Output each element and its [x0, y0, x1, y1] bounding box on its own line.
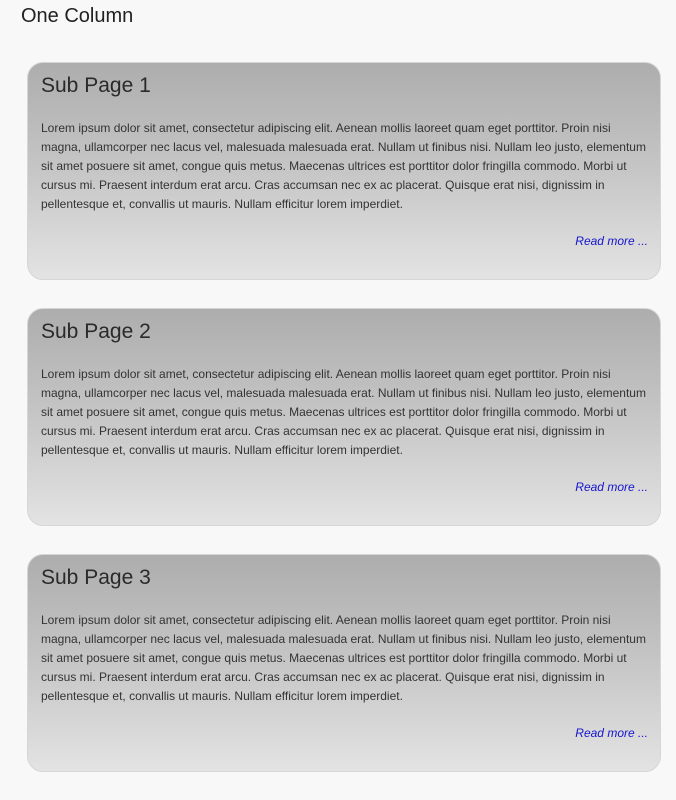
card-list — [27, 62, 661, 800]
card-sub-page-1 — [27, 62, 661, 280]
card-body: Lorem ipsum dolor sit amet, consectetur adipiscing elit. Aenean mollis laoreet quam eget porttitor. Proin nisi magna, ullamcorper nec lacus vel, malesuada malesuada erat. Nullam ut finibus nisi. Nullam leo justo, elementum sit amet posuere sit amet, congue quis metus. Maecenas ultrices est porttitor dolor fringilla commodo. Morbi ut cursus mi. Praesent interdum erat arcu. Cras accumsan nec ex ac placerat. Quisque erat nisi, dignissim in pellentesque et, convallis ut mauris. Nullam efficitur lorem imperdiet. — [41, 613, 646, 703]
page-title: One Column — [21, 5, 134, 27]
read-more-link[interactable]: Read more ... — [575, 234, 648, 248]
read-more-link[interactable]: Read more ... — [575, 726, 648, 740]
card-sub-page-3 — [27, 554, 661, 772]
read-more-link[interactable]: Read more ... — [575, 480, 648, 494]
card-title: Sub Page 3 — [41, 566, 151, 589]
card-sub-page-2 — [27, 308, 661, 526]
card-title: Sub Page 2 — [41, 320, 151, 343]
card-body: Lorem ipsum dolor sit amet, consectetur adipiscing elit. Aenean mollis laoreet quam eget porttitor. Proin nisi magna, ullamcorper nec lacus vel, malesuada malesuada erat. Nullam ut finibus nisi. Nullam leo justo, elementum sit amet posuere sit amet, congue quis metus. Maecenas ultrices est porttitor dolor fringilla commodo. Morbi ut cursus mi. Praesent interdum erat arcu. Cras accumsan nec ex ac placerat. Quisque erat nisi, dignissim in pellentesque et, convallis ut mauris. Nullam efficitur lorem imperdiet. — [41, 121, 646, 211]
card-title: Sub Page 1 — [41, 74, 151, 97]
card-body: Lorem ipsum dolor sit amet, consectetur adipiscing elit. Aenean mollis laoreet quam eget porttitor. Proin nisi magna, ullamcorper nec lacus vel, malesuada malesuada erat. Nullam ut finibus nisi. Nullam leo justo, elementum sit amet posuere sit amet, congue quis metus. Maecenas ultrices est porttitor dolor fringilla commodo. Morbi ut cursus mi. Praesent interdum erat arcu. Cras accumsan nec ex ac placerat. Quisque erat nisi, dignissim in pellentesque et, convallis ut mauris. Nullam efficitur lorem imperdiet. — [41, 367, 646, 457]
